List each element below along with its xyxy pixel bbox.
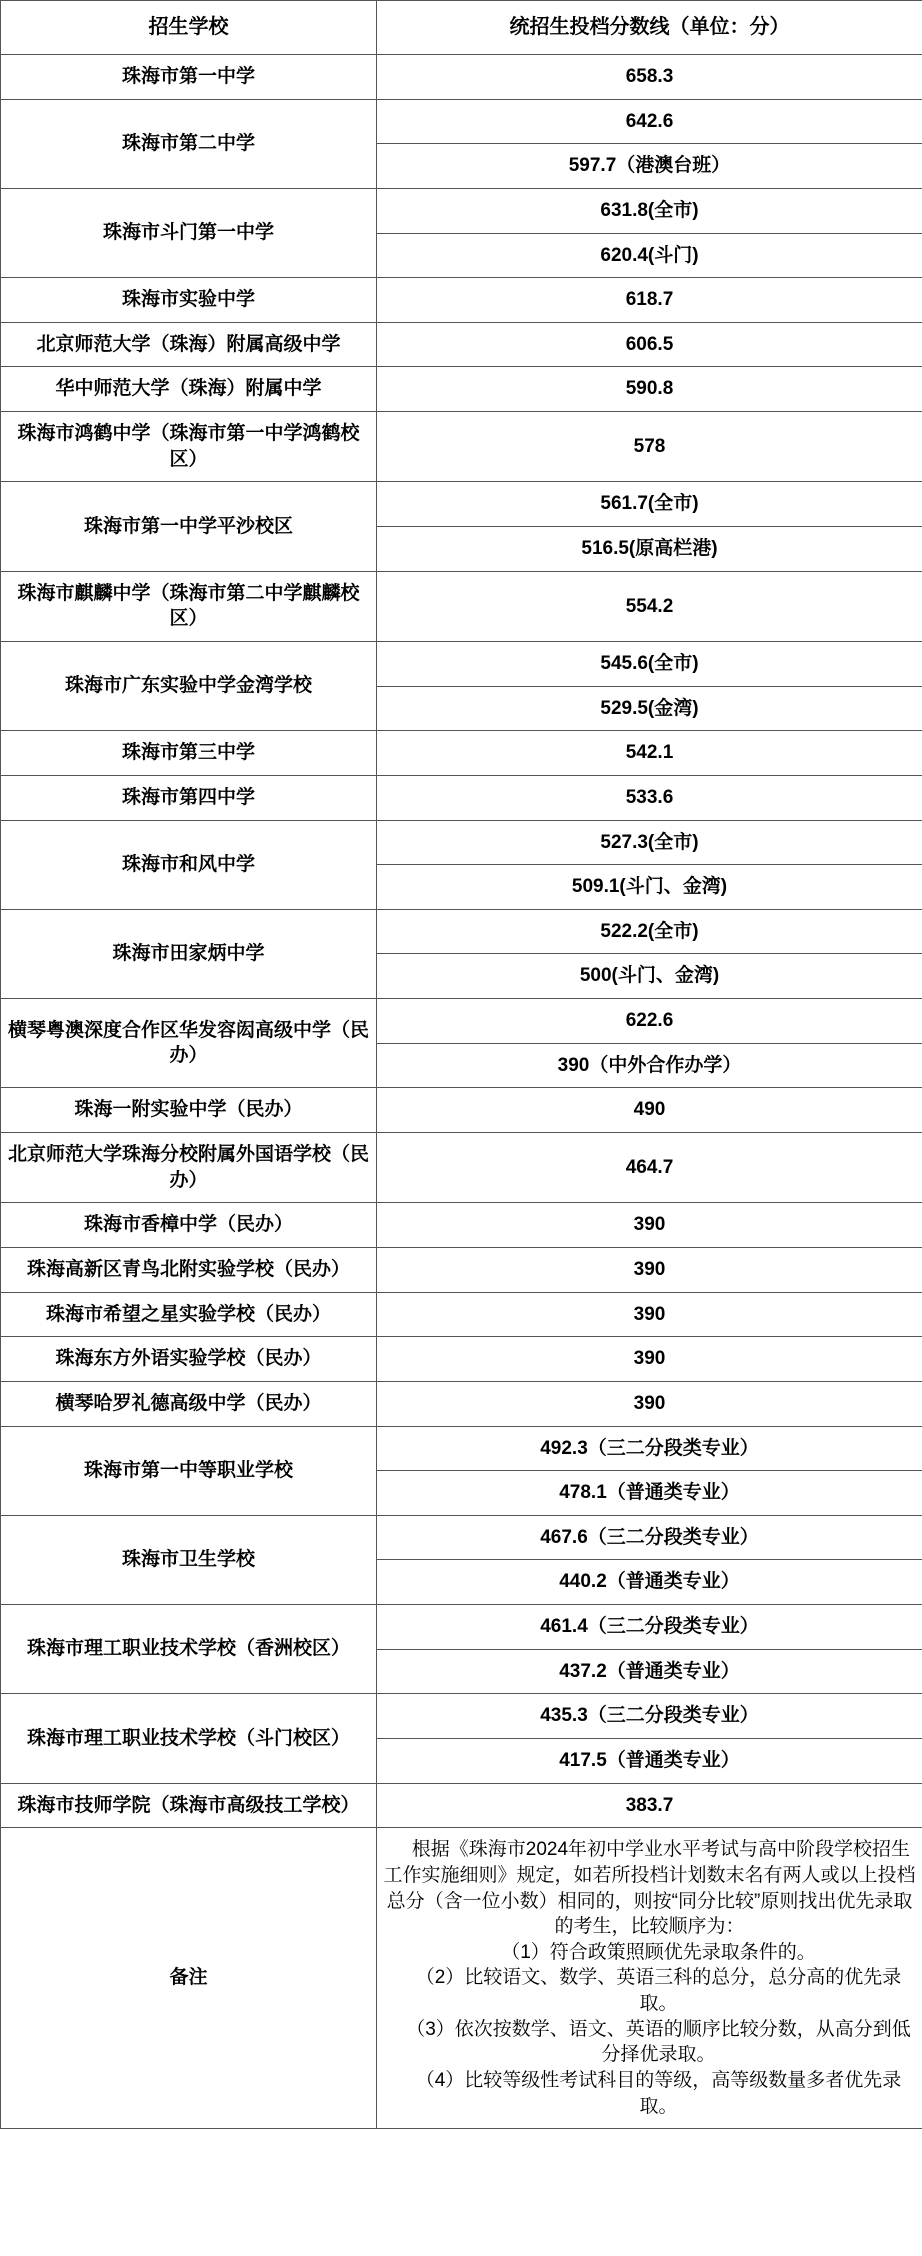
table-row bbox=[1, 1133, 922, 1203]
table-row bbox=[1, 820, 922, 865]
score-line-cell: 390 bbox=[377, 1381, 922, 1426]
remark-paragraph: （4）比较等级性考试科目的等级，高等级数量多者优先录取。 bbox=[415, 2070, 902, 2117]
score-line-cell: 390 bbox=[377, 1247, 922, 1292]
table-row bbox=[1, 775, 922, 820]
table-row bbox=[1, 1088, 922, 1133]
school-name-cell: 珠海市第四中学 bbox=[1, 775, 377, 820]
table-row bbox=[1, 1694, 922, 1739]
school-name-cell: 珠海市卫生学校 bbox=[1, 1515, 377, 1604]
table-row bbox=[1, 1337, 922, 1382]
table-row bbox=[1, 1292, 922, 1337]
score-line-cell: 464.7 bbox=[377, 1133, 922, 1203]
score-line-cell: 618.7 bbox=[377, 278, 922, 323]
table-row bbox=[1, 909, 922, 954]
school-name-cell: 珠海市和风中学 bbox=[1, 820, 377, 909]
score-line-cell: 467.6（三二分段类专业） bbox=[377, 1515, 922, 1560]
table-row bbox=[1, 641, 922, 686]
score-line-cell: 383.7 bbox=[377, 1783, 922, 1828]
score-line-cell: 417.5（普通类专业） bbox=[377, 1738, 922, 1783]
school-name-cell: 珠海市第三中学 bbox=[1, 731, 377, 776]
school-name-cell: 华中师范大学（珠海）附属中学 bbox=[1, 367, 377, 412]
score-line-cell: 578 bbox=[377, 412, 922, 482]
score-line-cell: 478.1（普通类专业） bbox=[377, 1471, 922, 1516]
table-row bbox=[1, 731, 922, 776]
school-name-cell: 北京师范大学珠海分校附属外国语学校（民办） bbox=[1, 1133, 377, 1203]
score-line-cell: 529.5(金湾) bbox=[377, 686, 922, 731]
score-line-cell: 440.2（普通类专业） bbox=[377, 1560, 922, 1605]
table-row bbox=[1, 367, 922, 412]
school-name-cell: 珠海市第二中学 bbox=[1, 99, 377, 188]
table-row bbox=[1, 1515, 922, 1560]
score-line-cell: 390 bbox=[377, 1203, 922, 1248]
score-line-cell: 437.2（普通类专业） bbox=[377, 1649, 922, 1694]
table-body bbox=[1, 55, 922, 2129]
table-row bbox=[1, 188, 922, 233]
school-name-cell: 珠海市第一中学 bbox=[1, 55, 377, 100]
table-row bbox=[1, 1247, 922, 1292]
school-name-cell: 珠海市希望之星实验学校（民办） bbox=[1, 1292, 377, 1337]
score-line-cell: 561.7(全市) bbox=[377, 482, 922, 527]
table-row bbox=[1, 322, 922, 367]
score-line-cell: 622.6 bbox=[377, 999, 922, 1044]
score-line-cell: 390 bbox=[377, 1292, 922, 1337]
remark-body bbox=[377, 1828, 922, 2129]
score-line-cell: 606.5 bbox=[377, 322, 922, 367]
remark-paragraph: （2）比较语文、数学、英语三科的总分，总分高的优先录取。 bbox=[415, 1967, 902, 2015]
table-row bbox=[1, 999, 922, 1044]
school-name-cell: 珠海市第一中学平沙校区 bbox=[1, 482, 377, 571]
score-line-cell: 492.3（三二分段类专业） bbox=[377, 1426, 922, 1471]
table-head bbox=[1, 1, 922, 55]
school-name-cell: 珠海一附实验中学（民办） bbox=[1, 1088, 377, 1133]
score-line-cell: 500(斗门、金湾) bbox=[377, 954, 922, 999]
school-name-cell: 珠海市技师学院（珠海市高级技工学校） bbox=[1, 1783, 377, 1828]
school-name-cell: 珠海市田家炳中学 bbox=[1, 909, 377, 998]
score-line-cell: 542.1 bbox=[377, 731, 922, 776]
remark-label: 备注 bbox=[1, 1828, 377, 2129]
score-line-cell: 390 bbox=[377, 1337, 922, 1382]
score-line-cell: 554.2 bbox=[377, 571, 922, 641]
table-row bbox=[1, 571, 922, 641]
school-name-cell: 珠海市理工职业技术学校（斗门校区） bbox=[1, 1694, 377, 1783]
score-line-cell: 516.5(原高栏港) bbox=[377, 527, 922, 572]
score-line-cell: 390（中外合作办学） bbox=[377, 1043, 922, 1088]
school-name-cell: 珠海高新区青鸟北附实验学校（民办） bbox=[1, 1247, 377, 1292]
school-name-cell: 珠海市广东实验中学金湾学校 bbox=[1, 641, 377, 730]
score-line-cell: 642.6 bbox=[377, 99, 922, 144]
table-header-row bbox=[1, 1, 922, 55]
remark-paragraph: （1）符合政策照顾优先录取条件的。 bbox=[501, 1941, 816, 1963]
table-row bbox=[1, 55, 922, 100]
score-line-cell: 597.7（港澳台班） bbox=[377, 144, 922, 189]
school-name-cell: 珠海市斗门第一中学 bbox=[1, 188, 377, 277]
table-row bbox=[1, 278, 922, 323]
remark-paragraph: （3）依次按数学、语文、英语的顺序比较分数，从高分到低分择优录取。 bbox=[406, 2018, 911, 2066]
remark-row bbox=[1, 1828, 922, 2129]
remark-paragraph: 根据《珠海市2024年初中学业水平考试与高中阶段学校招生工作实施细则》规定，如若所投档计划数末名有两人或以上投档总分（含一位小数）相同的，则按“同分比较”原则找出优先录取的考生，比较顺序为： bbox=[383, 1839, 916, 1938]
score-line-cell: 631.8(全市) bbox=[377, 188, 922, 233]
column-header-school: 招生学校 bbox=[1, 1, 377, 55]
school-name-cell: 珠海市实验中学 bbox=[1, 278, 377, 323]
table-row bbox=[1, 1426, 922, 1471]
school-name-cell: 横琴粤澳深度合作区华发容闳高级中学（民办） bbox=[1, 999, 377, 1088]
score-line-cell: 590.8 bbox=[377, 367, 922, 412]
school-name-cell: 珠海市麒麟中学（珠海市第二中学麒麟校区） bbox=[1, 571, 377, 641]
score-line-cell: 527.3(全市) bbox=[377, 820, 922, 865]
score-line-cell: 545.6(全市) bbox=[377, 641, 922, 686]
school-name-cell: 珠海东方外语实验学校（民办） bbox=[1, 1337, 377, 1382]
score-line-cell: 490 bbox=[377, 1088, 922, 1133]
score-line-cell: 509.1(斗门、金湾) bbox=[377, 865, 922, 910]
school-name-cell: 珠海市香樟中学（民办） bbox=[1, 1203, 377, 1248]
school-name-cell: 横琴哈罗礼德高级中学（民办） bbox=[1, 1381, 377, 1426]
school-name-cell: 北京师范大学（珠海）附属高级中学 bbox=[1, 322, 377, 367]
table-row bbox=[1, 1783, 922, 1828]
table-row bbox=[1, 482, 922, 527]
table-row bbox=[1, 1203, 922, 1248]
table-row bbox=[1, 99, 922, 144]
table-row bbox=[1, 1381, 922, 1426]
score-line-cell: 620.4(斗门) bbox=[377, 233, 922, 278]
score-line-cell: 658.3 bbox=[377, 55, 922, 100]
score-line-cell: 435.3（三二分段类专业） bbox=[377, 1694, 922, 1739]
school-name-cell: 珠海市鸿鹤中学（珠海市第一中学鸿鹤校区） bbox=[1, 412, 377, 482]
table-row bbox=[1, 1605, 922, 1650]
school-name-cell: 珠海市理工职业技术学校（香洲校区） bbox=[1, 1605, 377, 1694]
score-line-cell: 522.2(全市) bbox=[377, 909, 922, 954]
score-line-cell: 533.6 bbox=[377, 775, 922, 820]
table-row bbox=[1, 412, 922, 482]
school-name-cell: 珠海市第一中等职业学校 bbox=[1, 1426, 377, 1515]
score-line-cell: 461.4（三二分段类专业） bbox=[377, 1605, 922, 1650]
column-header-score: 统招生投档分数线（单位：分） bbox=[377, 1, 922, 55]
